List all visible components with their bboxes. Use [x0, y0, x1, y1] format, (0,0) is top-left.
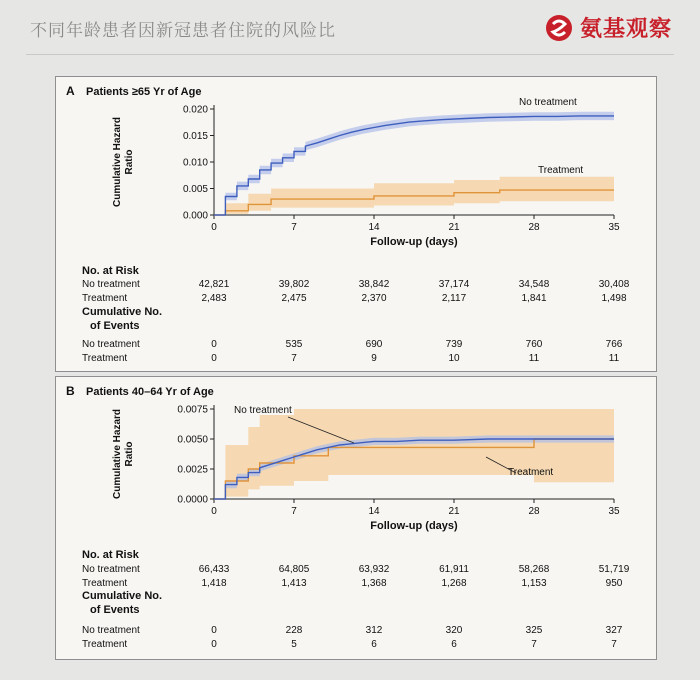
- at-risk-value: 51,719: [598, 564, 630, 575]
- x-tick-label: 7: [291, 506, 297, 517]
- panel-b: [55, 376, 657, 660]
- at-risk-value: 1,153: [521, 578, 547, 589]
- events-value: 739: [445, 339, 463, 350]
- x-tick-label: 14: [368, 506, 380, 517]
- at-risk-value: 30,408: [598, 279, 630, 290]
- events-heading: of Events: [90, 604, 140, 616]
- y-tick-label: 0.0075: [177, 404, 208, 416]
- at-risk-value: 64,805: [278, 564, 310, 575]
- events-value: 0: [211, 625, 217, 636]
- at-risk-value: 1,498: [601, 293, 627, 304]
- y-tick-label: 0.0000: [177, 494, 208, 506]
- events-value: 535: [285, 339, 303, 350]
- y-tick-label: 0.015: [182, 131, 208, 142]
- at-risk-value: 38,842: [358, 279, 390, 290]
- events-value: 9: [371, 353, 377, 364]
- at-risk-value: 1,413: [281, 578, 307, 589]
- events-heading: Cumulative No.: [82, 590, 163, 602]
- y-axis-label: Cumulative Hazard: [112, 116, 123, 208]
- at-risk-row-label: Treatment: [82, 578, 128, 589]
- at-risk-value: 950: [605, 578, 623, 589]
- events-value: 6: [451, 639, 457, 650]
- treatment-label: Treatment: [508, 467, 554, 478]
- at-risk-value: 1,418: [201, 578, 227, 589]
- at-risk-value: 2,483: [201, 293, 227, 304]
- events-row-label: Treatment: [82, 639, 128, 650]
- y-axis-label: Ratio: [124, 441, 135, 467]
- x-tick-label: 28: [528, 506, 540, 517]
- events-value: 320: [445, 625, 463, 636]
- y-tick-label: 0.0050: [177, 434, 208, 446]
- at-risk-heading: No. at Risk: [82, 549, 139, 561]
- at-risk-value: 1,841: [521, 293, 547, 304]
- x-tick-label: 7: [291, 222, 297, 233]
- events-value: 0: [211, 353, 217, 364]
- events-value: 7: [291, 353, 297, 364]
- at-risk-value: 58,268: [518, 564, 550, 575]
- no-treatment-label: No treatment: [519, 97, 577, 108]
- x-tick-label: 0: [211, 506, 217, 517]
- x-tick-label: 14: [368, 222, 380, 233]
- events-value: 0: [211, 339, 217, 350]
- at-risk-row-label: No treatment: [82, 564, 140, 575]
- events-value: 760: [525, 339, 543, 350]
- panel-title: Patients ≥65 Yr of Age: [86, 86, 202, 98]
- at-risk-value: 1,368: [361, 578, 387, 589]
- brand: [544, 12, 672, 43]
- at-risk-value: 37,174: [438, 279, 470, 290]
- at-risk-value: 2,370: [361, 293, 387, 304]
- chart-panel-a: [56, 77, 656, 371]
- at-risk-row-label: Treatment: [82, 293, 128, 304]
- at-risk-heading: No. at Risk: [82, 265, 139, 277]
- events-value: 327: [605, 625, 623, 636]
- at-risk-value: 39,802: [278, 279, 310, 290]
- events-value: 7: [531, 639, 537, 650]
- events-value: 5: [291, 639, 297, 650]
- at-risk-value: 1,268: [441, 578, 467, 589]
- events-row-label: Treatment: [82, 353, 128, 364]
- events-row-label: No treatment: [82, 339, 140, 350]
- y-tick-label: 0.005: [182, 184, 208, 195]
- y-axis-label: Cumulative Hazard: [112, 408, 123, 500]
- x-tick-label: 28: [528, 222, 540, 233]
- events-heading: Cumulative No.: [82, 306, 163, 318]
- brand-name: 氨基观察: [579, 16, 672, 41]
- y-tick-label: 0.000: [182, 210, 208, 222]
- header-divider: [26, 54, 674, 55]
- chart-panel-b: [56, 377, 656, 659]
- panel-a: [55, 76, 657, 372]
- at-risk-row-label: No treatment: [82, 279, 140, 290]
- at-risk-value: 42,821: [198, 279, 230, 290]
- events-value: 7: [611, 639, 617, 650]
- y-tick-label: 0.0025: [177, 464, 208, 476]
- events-value: 690: [365, 339, 383, 350]
- events-value: 0: [211, 639, 217, 650]
- events-heading: of Events: [90, 320, 140, 332]
- x-tick-label: 21: [448, 222, 460, 233]
- at-risk-value: 66,433: [198, 564, 230, 575]
- at-risk-value: 34,548: [518, 279, 550, 290]
- events-value: 11: [528, 353, 540, 364]
- x-tick-label: 35: [608, 506, 620, 517]
- events-value: 228: [285, 625, 303, 636]
- at-risk-value: 2,475: [281, 293, 307, 304]
- at-risk-value: 63,932: [358, 564, 390, 575]
- x-axis-label: Follow-up (days): [370, 520, 458, 532]
- at-risk-value: 61,911: [439, 564, 469, 575]
- events-value: 6: [371, 639, 377, 650]
- events-row-label: No treatment: [82, 625, 140, 636]
- events-value: 10: [448, 353, 460, 364]
- events-value: 325: [525, 625, 543, 636]
- y-tick-label: 0.020: [182, 104, 208, 116]
- brand-logo-icon: [544, 13, 574, 43]
- events-value: 766: [605, 339, 623, 350]
- x-tick-label: 21: [448, 506, 460, 517]
- treatment-label: Treatment: [538, 165, 584, 176]
- at-risk-value: 2,117: [441, 293, 467, 304]
- events-value: 11: [608, 353, 620, 364]
- y-tick-label: 0.010: [182, 157, 208, 169]
- x-axis-label: Follow-up (days): [370, 236, 458, 248]
- x-tick-label: 0: [211, 222, 217, 233]
- y-axis-label: Ratio: [124, 149, 135, 175]
- panel-label: A: [66, 84, 75, 98]
- no-treatment-label: No treatment: [234, 405, 292, 416]
- panel-label: B: [66, 384, 75, 398]
- panel-title: Patients 40–64 Yr of Age: [86, 386, 214, 398]
- events-value: 312: [365, 625, 383, 636]
- page-title: 不同年龄患者因新冠患者住院的风险比: [30, 21, 336, 40]
- treatment-ci-band: [214, 409, 614, 499]
- x-tick-label: 35: [608, 222, 620, 233]
